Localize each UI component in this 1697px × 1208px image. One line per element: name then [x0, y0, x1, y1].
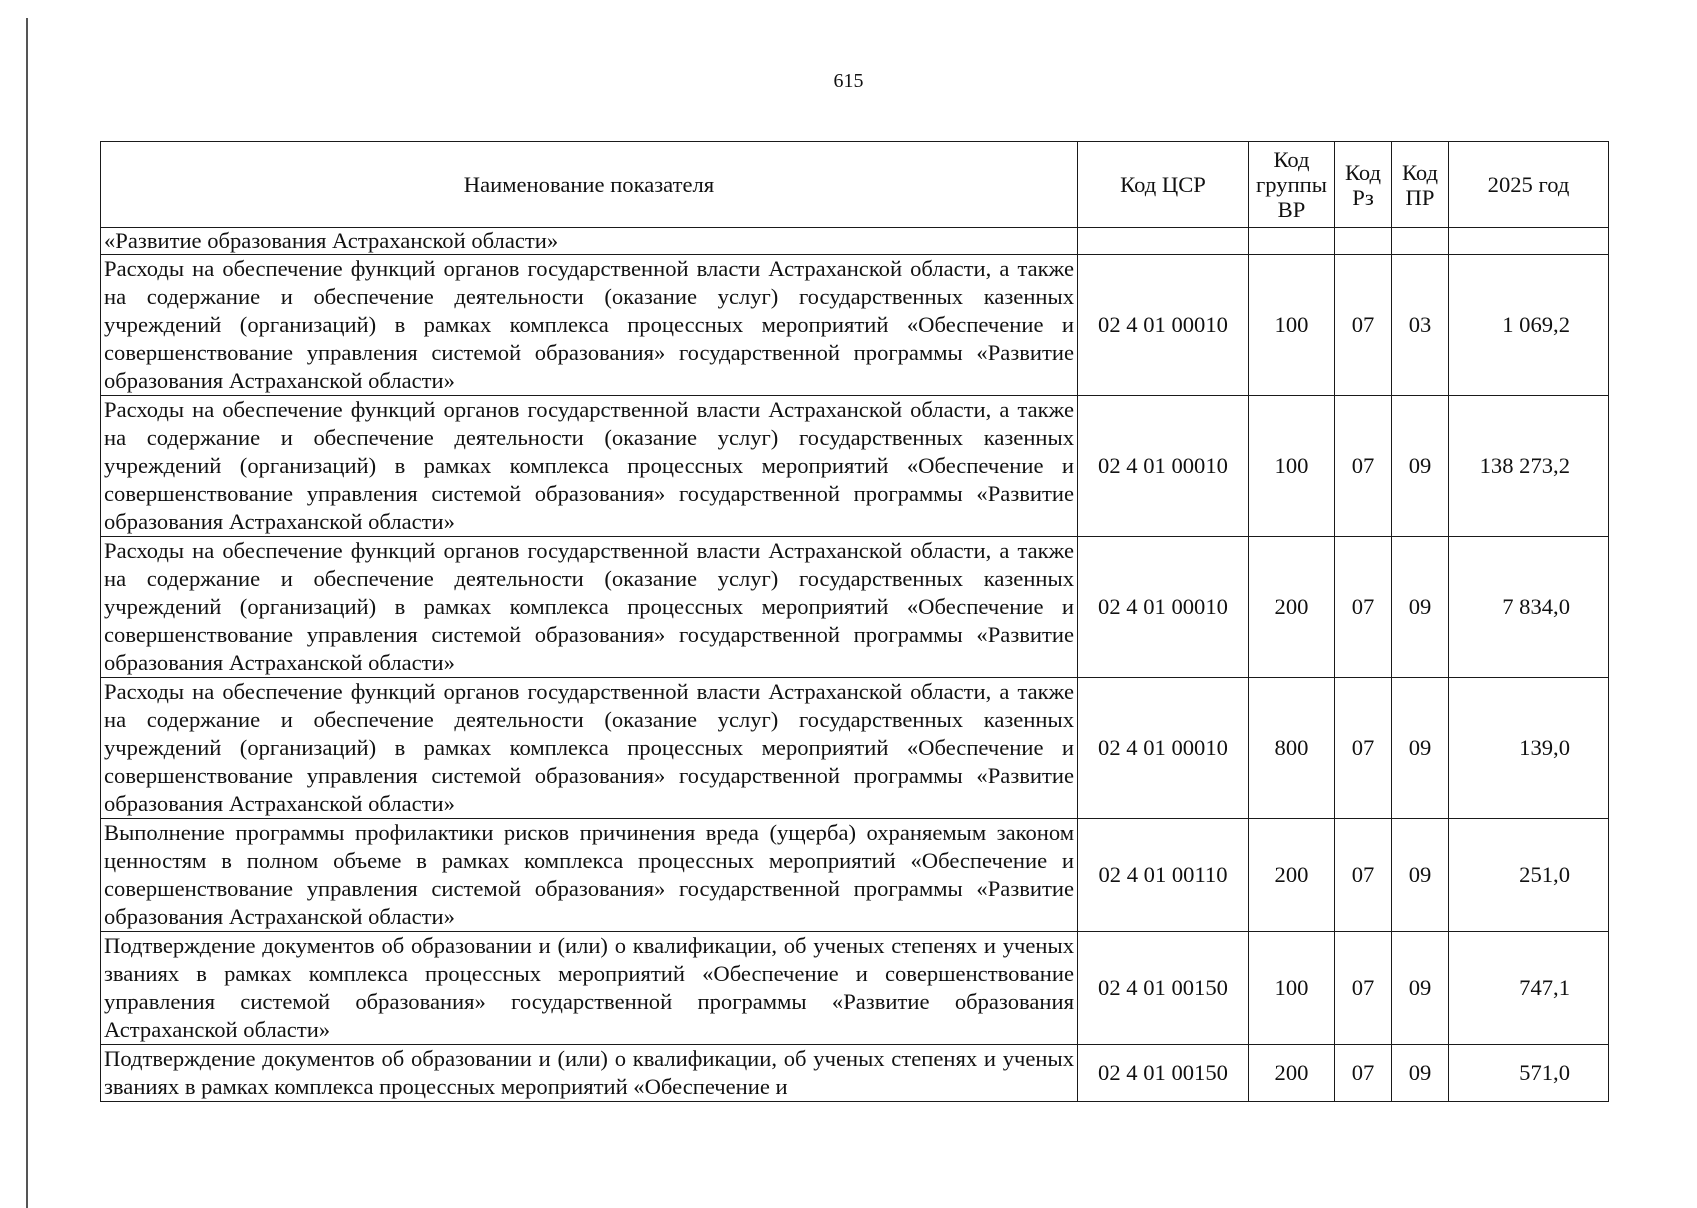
row-rz: 07 [1335, 819, 1392, 932]
row-amount: 138 273,2 [1449, 396, 1609, 537]
continuation-empty-rz [1335, 228, 1392, 255]
row-csr: 02 4 01 00010 [1078, 678, 1249, 819]
row-vr: 100 [1249, 396, 1335, 537]
row-vr: 200 [1249, 537, 1335, 678]
table-row-continuation [101, 228, 1609, 255]
row-vr: 200 [1249, 819, 1335, 932]
row-name: Расходы на обеспечение функций органов государственной власти Астраханской области, а также на содержание и обеспечение деятельности (оказание услуг) государственных казенных учреждений (организаций) в рамках комплекса процессных мероприятий «Обеспечение и совершенствование управления системой образования» государственной программы «Развитие образования Астраханской области» [101, 678, 1078, 819]
table-row [101, 255, 1609, 396]
table-row [101, 396, 1609, 537]
continuation-empty-pr [1392, 228, 1449, 255]
row-amount: 571,0 [1449, 1045, 1609, 1102]
row-amount: 747,1 [1449, 932, 1609, 1045]
header-name: Наименование показателя [101, 142, 1078, 228]
header-rz: Код Рз [1335, 142, 1392, 228]
table-header-row [101, 142, 1609, 228]
row-rz: 07 [1335, 932, 1392, 1045]
row-csr: 02 4 01 00150 [1078, 1045, 1249, 1102]
row-pr: 03 [1392, 255, 1449, 396]
row-csr: 02 4 01 00150 [1078, 932, 1249, 1045]
row-amount: 7 834,0 [1449, 537, 1609, 678]
row-rz: 07 [1335, 678, 1392, 819]
row-name: Выполнение программы профилактики рисков причинения вреда (ущерба) охраняемым законом ценностям в полном объеме в рамках комплекса процессных мероприятий «Обеспечение и совершенствование управления системой образования» государственной программы «Развитие образования Астраханской области» [101, 819, 1078, 932]
row-csr: 02 4 01 00010 [1078, 396, 1249, 537]
row-pr: 09 [1392, 932, 1449, 1045]
header-csr: Код ЦСР [1078, 142, 1249, 228]
table-row [101, 819, 1609, 932]
row-name: Подтверждение документов об образовании и (или) о квалификации, об ученых степенях и ученых званиях в рамках комплекса процессных мероприятий «Обеспечение и совершенствование управления системой образования» государственной программы «Развитие образования Астраханской области» [101, 932, 1078, 1045]
table-row [101, 932, 1609, 1045]
table-row [101, 537, 1609, 678]
header-vr: Код группы ВР [1249, 142, 1335, 228]
binding-margin-line [26, 18, 28, 1208]
row-pr: 09 [1392, 537, 1449, 678]
page-number: 615 [833, 70, 864, 92]
row-amount: 1 069,2 [1449, 255, 1609, 396]
continuation-empty-csr [1078, 228, 1249, 255]
row-name: Расходы на обеспечение функций органов государственной власти Астраханской области, а также на содержание и обеспечение деятельности (оказание услуг) государственных казенных учреждений (организаций) в рамках комплекса процессных мероприятий «Обеспечение и совершенствование управления системой образования» государственной программы «Развитие образования Астраханской области» [101, 255, 1078, 396]
row-rz: 07 [1335, 396, 1392, 537]
row-vr: 100 [1249, 932, 1335, 1045]
row-csr: 02 4 01 00110 [1078, 819, 1249, 932]
row-rz: 07 [1335, 255, 1392, 396]
row-vr: 800 [1249, 678, 1335, 819]
row-pr: 09 [1392, 1045, 1449, 1102]
table-row [101, 1045, 1609, 1102]
row-amount: 251,0 [1449, 819, 1609, 932]
row-name: Подтверждение документов об образовании и (или) о квалификации, об ученых степенях и ученых званиях в рамках комплекса процессных мероприятий «Обеспечение и [101, 1045, 1078, 1102]
row-vr: 100 [1249, 255, 1335, 396]
row-csr: 02 4 01 00010 [1078, 537, 1249, 678]
row-pr: 09 [1392, 678, 1449, 819]
row-pr: 09 [1392, 819, 1449, 932]
row-pr: 09 [1392, 396, 1449, 537]
row-name: Расходы на обеспечение функций органов государственной власти Астраханской области, а также на содержание и обеспечение деятельности (оказание услуг) государственных казенных учреждений (организаций) в рамках комплекса процессных мероприятий «Обеспечение и совершенствование управления системой образования» государственной программы «Развитие образования Астраханской области» [101, 537, 1078, 678]
continuation-empty-year [1449, 228, 1609, 255]
row-vr: 200 [1249, 1045, 1335, 1102]
row-csr: 02 4 01 00010 [1078, 255, 1249, 396]
table-row [101, 678, 1609, 819]
row-rz: 07 [1335, 1045, 1392, 1102]
header-year: 2025 год [1449, 142, 1609, 228]
row-rz: 07 [1335, 537, 1392, 678]
header-pr: Код ПР [1392, 142, 1449, 228]
continuation-empty-vr [1249, 228, 1335, 255]
continuation-name: «Развитие образования Астраханской области» [101, 228, 1078, 255]
budget-table [100, 141, 1609, 1102]
row-amount: 139,0 [1449, 678, 1609, 819]
row-name: Расходы на обеспечение функций органов государственной власти Астраханской области, а также на содержание и обеспечение деятельности (оказание услуг) государственных казенных учреждений (организаций) в рамках комплекса процессных мероприятий «Обеспечение и совершенствование управления системой образования» государственной программы «Развитие образования Астраханской области» [101, 396, 1078, 537]
